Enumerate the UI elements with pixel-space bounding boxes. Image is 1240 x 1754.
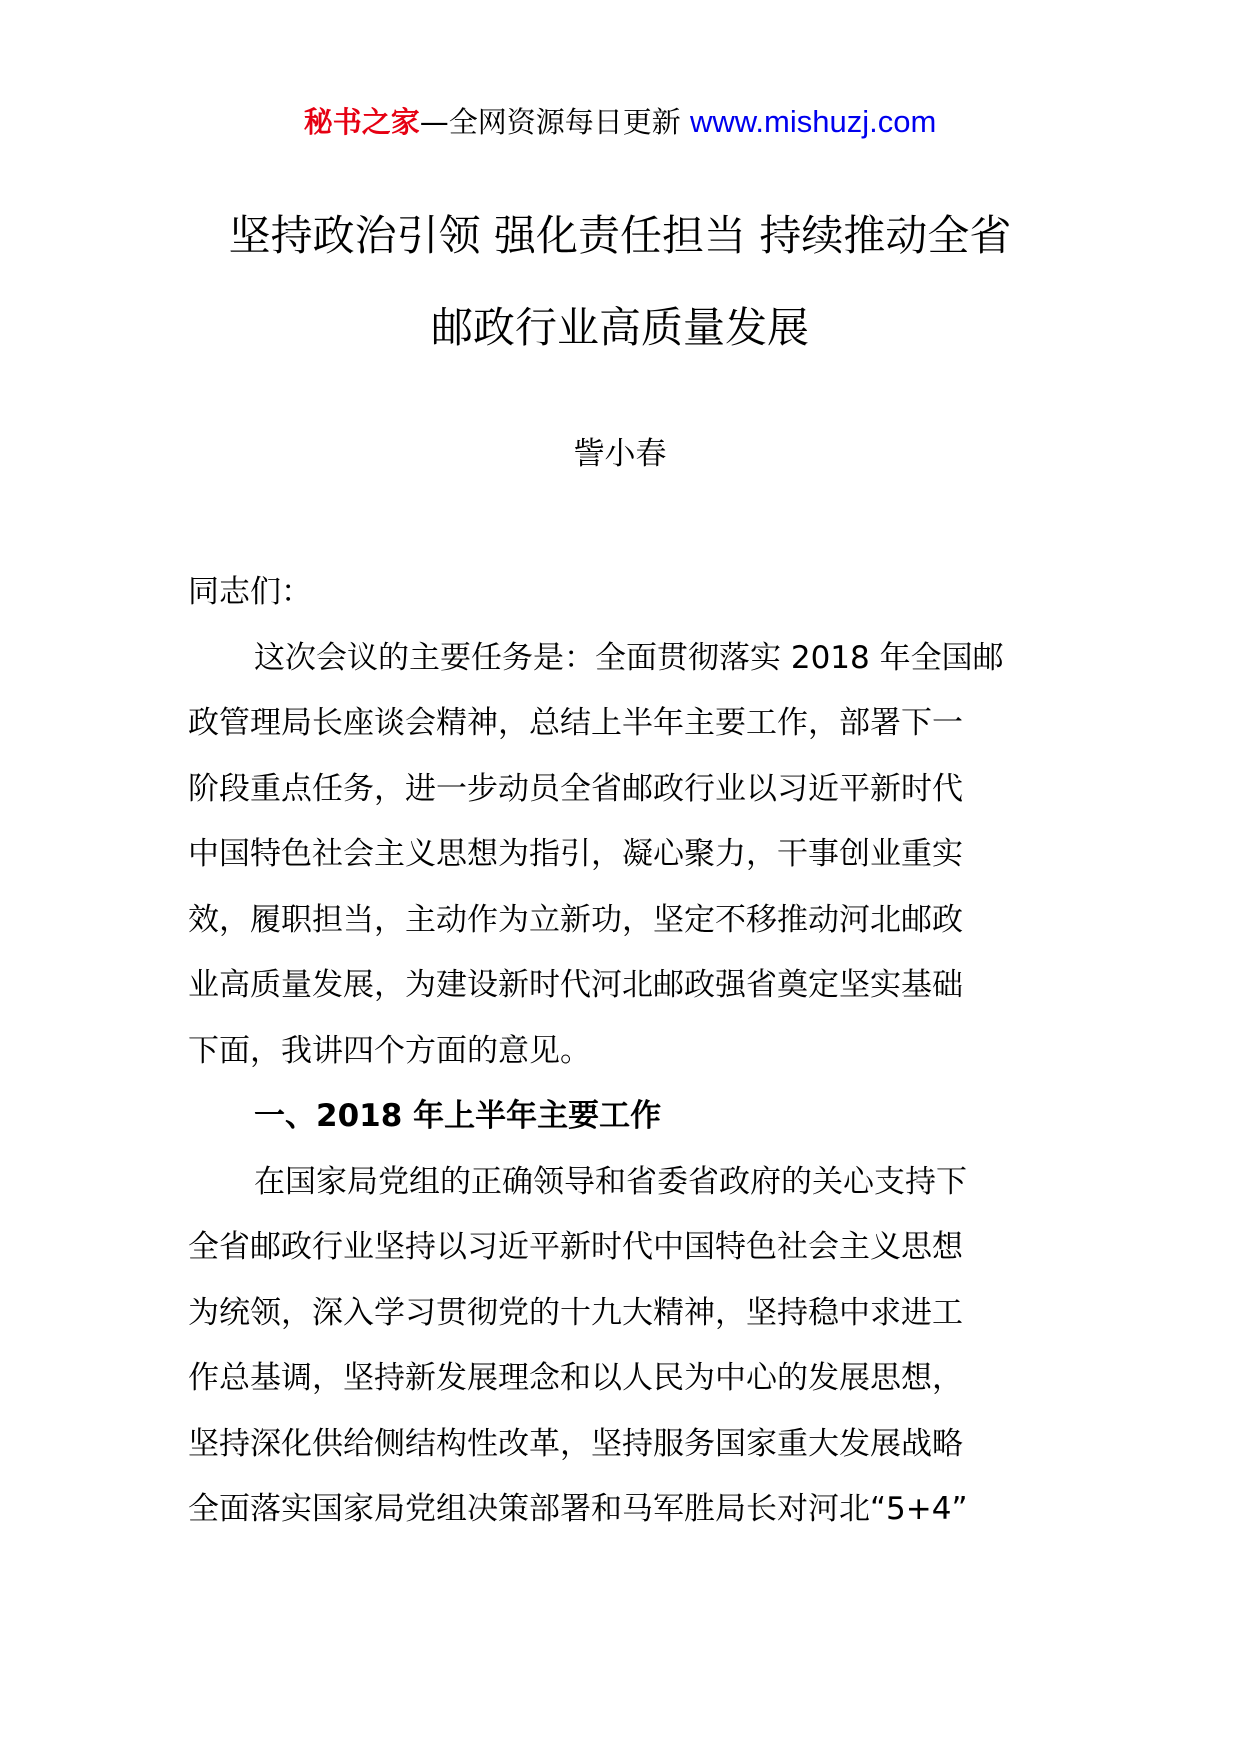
- paragraph-line: 在国家局党组的正确领导和省委省政府的关心支持下: [254, 1163, 967, 1200]
- paragraph-line: 全面落实国家局党组决策部署和马军胜局长对河北“5+4”: [188, 1491, 968, 1527]
- document-body: [188, 560, 1058, 1543]
- paragraph-line: 中国特色社会主义思想为指引，凝心聚力，干事创业重实: [188, 836, 963, 872]
- paragraph-line: 作总基调，坚持新发展理念和以人民为中心的发展思想，: [188, 1360, 963, 1396]
- paragraph-line: 为统领，深入学习贯彻党的十九大精神，坚持稳中求进工: [188, 1294, 963, 1331]
- title-line-1: 坚持政治引领 强化责任担当 持续推动全省: [228, 211, 1012, 260]
- section-heading: 一、2018 年上半年主要工作: [254, 1098, 662, 1134]
- title-line-2: 邮政行业高质量发展: [430, 303, 809, 352]
- paragraph-line: 全省邮政行业坚持以习近平新时代中国特色社会主义思想: [188, 1229, 963, 1265]
- document-title: [150, 190, 1090, 374]
- paragraph-line: 业高质量发展，为建设新时代河北邮政强省奠定坚实基础: [188, 967, 963, 1003]
- site-slogan: —全网资源每日更新: [419, 105, 690, 139]
- site-header: [0, 102, 1240, 142]
- site-url-link[interactable]: www.mishuzj.com: [689, 104, 937, 139]
- site-brand: 秘书之家: [303, 105, 420, 139]
- paragraph-line: 这次会议的主要任务是：全面贯彻落实 2018 年全国邮: [254, 639, 1004, 676]
- paragraph-line: 阶段重点任务，进一步动员全省邮政行业以习近平新时代: [188, 770, 963, 807]
- paragraph-line: 政管理局长座谈会精神，总结上半年主要工作，部署下一: [188, 705, 963, 741]
- paragraph-line: 坚持深化供给侧结构性改革，坚持服务国家重大发展战略: [188, 1425, 963, 1462]
- paragraph-line: 下面，我讲四个方面的意见。: [188, 1032, 591, 1069]
- salutation: 同志们：: [188, 574, 312, 610]
- author-name: 訾小春: [573, 436, 667, 472]
- paragraph-line: 效，履职担当，主动作为立新功，坚定不移推动河北邮政: [188, 901, 963, 938]
